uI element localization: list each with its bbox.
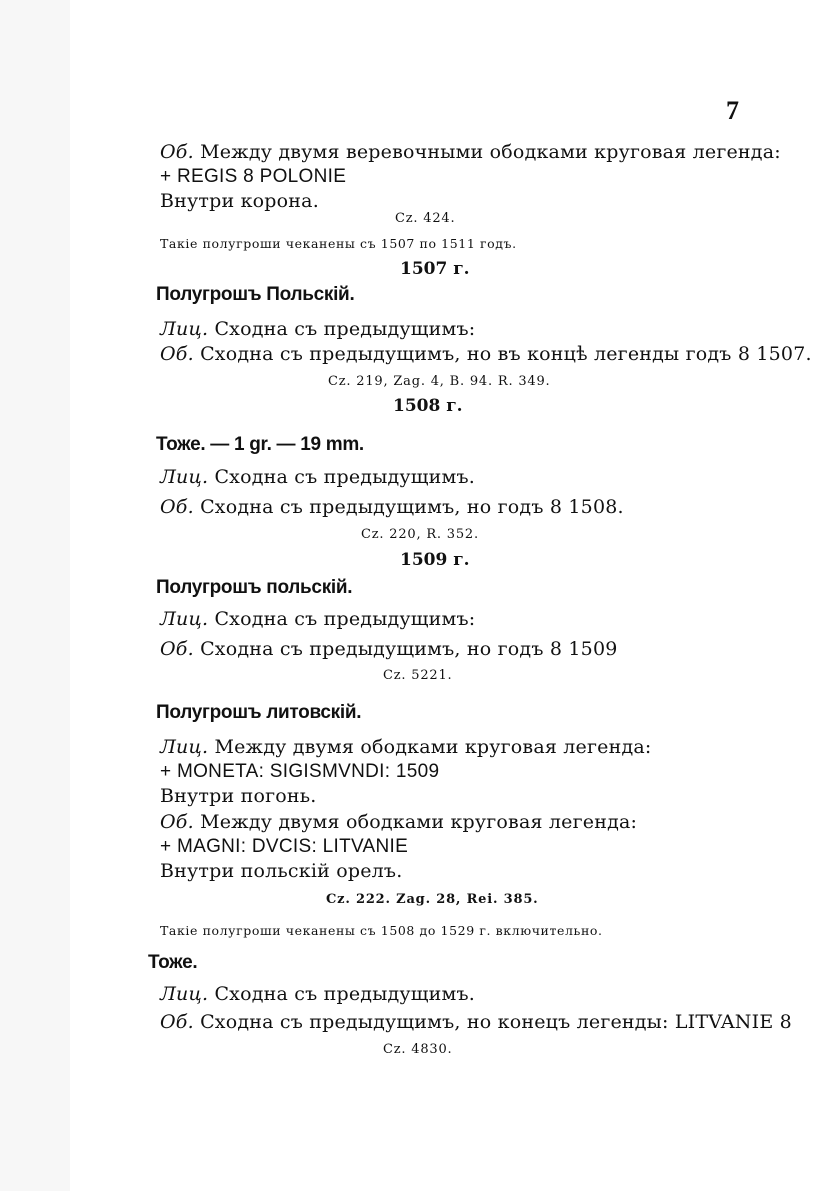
text: Сходна съ предыдущимъ. [208, 466, 476, 488]
obverse-description [160, 610, 475, 629]
label-lic: Лиц. [160, 466, 209, 488]
catalog-ref: Cz. 219, Zag. 4, B. 94. R. 349. [328, 374, 551, 389]
label-lic: Лиц. [160, 736, 209, 758]
label-ob: Об. [160, 638, 194, 660]
coin-heading: Тоже. [148, 952, 198, 973]
obverse-description [160, 320, 475, 339]
legend-line: + REGIS 8 POLONIE [160, 166, 347, 187]
coin-heading: Полугрошъ польскiй. [156, 577, 353, 598]
label-ob: Об. [160, 141, 194, 163]
text: Сходна съ предыдущимъ. [208, 983, 476, 1005]
obverse-description [160, 468, 475, 487]
text: Сходна съ предыдущимъ, но въ концѣ легенды годъ 8 1507. [193, 343, 812, 365]
text-line: Внутри корона. [160, 190, 319, 212]
label-lic: Лиц. [160, 608, 209, 630]
reverse-description [160, 1013, 792, 1032]
reverse-description [160, 813, 637, 832]
year-heading: 1507 г. [400, 259, 470, 279]
catalog-ref: Cz. 5221. [383, 668, 453, 683]
obverse-description [160, 985, 475, 1004]
catalog-ref: Cz. 222. Zag. 28, Rei. 385. [326, 892, 539, 907]
text: Между двумя ободками круговая легенда: [193, 811, 638, 833]
text-line: Внутри польскiй орелъ. [160, 860, 403, 882]
reverse-description [160, 143, 781, 162]
legend-line: + MAGNI: DVCIS: LITVANIE [160, 836, 409, 857]
coin-heading: Тоже. — 1 gr. — 19 mm. [156, 434, 364, 455]
coin-heading: Полугрошъ литовскiй. [156, 702, 362, 723]
label-ob: Об. [160, 343, 194, 365]
text: Между двумя веревочными ободками круговая легенда: [193, 141, 781, 163]
label-lic: Лиц. [160, 318, 209, 340]
catalog-ref: Cz. 424. [395, 211, 456, 226]
coin-heading: Полугрошъ Польскiй. [156, 284, 355, 305]
reverse-description [160, 345, 812, 364]
reverse-description [160, 640, 618, 659]
catalog-ref: Cz. 4830. [383, 1042, 453, 1057]
text: Сходна съ предыдущимъ, но конецъ легенды: LITVANIE 8 [193, 1011, 792, 1033]
text-line: Внутри погонь. [160, 785, 317, 807]
note-line: Такiе полугроши чеканены съ 1508 до 1529 г. включительно. [160, 923, 603, 938]
text: Сходна съ предыдущимъ: [208, 608, 476, 630]
year-heading: 1509 г. [400, 550, 470, 570]
label-lic: Лиц. [160, 983, 209, 1005]
text: Между двумя ободками круговая легенда: [208, 736, 652, 758]
note-line: Такiе полугроши чеканены съ 1507 по 1511 годъ. [160, 236, 517, 251]
scan-margin [0, 0, 70, 1191]
reverse-description [160, 498, 624, 517]
obverse-description [160, 738, 651, 757]
label-ob: Об. [160, 1011, 194, 1033]
catalog-ref: Cz. 220, R. 352. [361, 527, 479, 542]
legend-line: + MONETA: SIGISMVNDI: 1509 [160, 761, 440, 782]
year-heading: 1508 г. [393, 396, 463, 416]
text: Сходна съ предыдущимъ: [208, 318, 476, 340]
text: Сходна съ предыдущимъ, но годъ 8 1508. [193, 496, 624, 518]
label-ob: Об. [160, 811, 194, 833]
text: Сходна съ предыдущимъ, но годъ 8 1509 [193, 638, 618, 660]
page-number: 7 [726, 96, 739, 125]
label-ob: Об. [160, 496, 194, 518]
